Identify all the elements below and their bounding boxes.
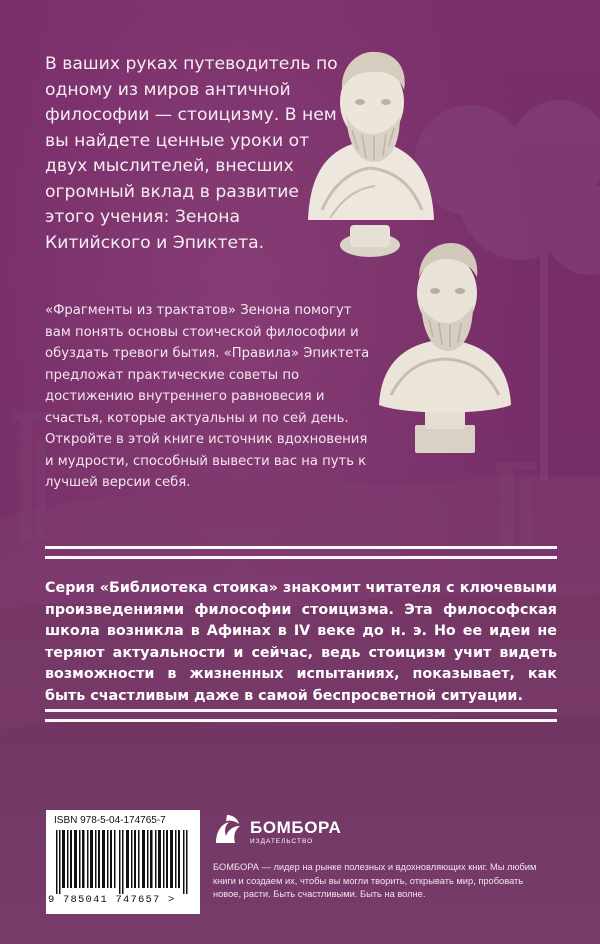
divider-bottom-1 bbox=[45, 709, 557, 712]
barcode-number: 9 785041 747657 > bbox=[48, 894, 176, 906]
publisher-logo-subtitle: ИЗДАТЕЛЬСТВО bbox=[250, 838, 314, 845]
divider-top-1 bbox=[45, 546, 557, 549]
barcode-block bbox=[46, 810, 200, 914]
publisher-logo-name: БОМБОРА bbox=[250, 818, 342, 837]
divider-top-2 bbox=[45, 556, 557, 559]
epictetus-bust-illustration bbox=[375, 235, 515, 460]
fragments-paragraph: «Фрагменты из трактатов» Зенона помогут вам понять основы стоической философии и обуздать тревоги бытия. «Правила» Эпиктета предложат практические советы по достижению внутреннего равновесия и счастья, которые актуальны и по сей день. Откройте в этой книге источник вдохновения и мудрости, способный вывести вас на путь к лучшей версии себя. bbox=[45, 303, 370, 490]
isbn-label: ISBN 978-5-04-174765-7 bbox=[54, 815, 166, 826]
intro-paragraph: В ваших руках путеводитель по одному из миров античной философии — стоицизму. В нем вы найдете ценные уроки от двух мыслителей, внесших огромный вклад в развитие этого учения: Зенона Китийского и Эпиктета. bbox=[45, 54, 338, 253]
barcode-bars bbox=[56, 830, 190, 894]
bombora-logo-icon bbox=[213, 812, 245, 846]
zeno-bust-illustration bbox=[300, 40, 440, 265]
publisher-description: БОМБОРА — лидер на рынке полезных и вдохновляющих книг. Мы любим книги и создаем их, чтобы вы могли творить, открывать мир, пробовать новое, расти. Быть счастливыми. Быть на волне. bbox=[213, 862, 537, 900]
series-description: Серия «Библиотека стоика» знакомит читателя с ключевыми произведениями философии стоицизма. Эта философская школа возникла в Афинах в IV веке до н. э. Но ее идеи не теряют актуальности и сейчас, ведь стоицизм учит видеть возможности в жизненных испытаниях, показывает, как быть счастливым даже в самой беспросветной ситуации. bbox=[45, 580, 557, 704]
divider-bottom-2 bbox=[45, 719, 557, 722]
